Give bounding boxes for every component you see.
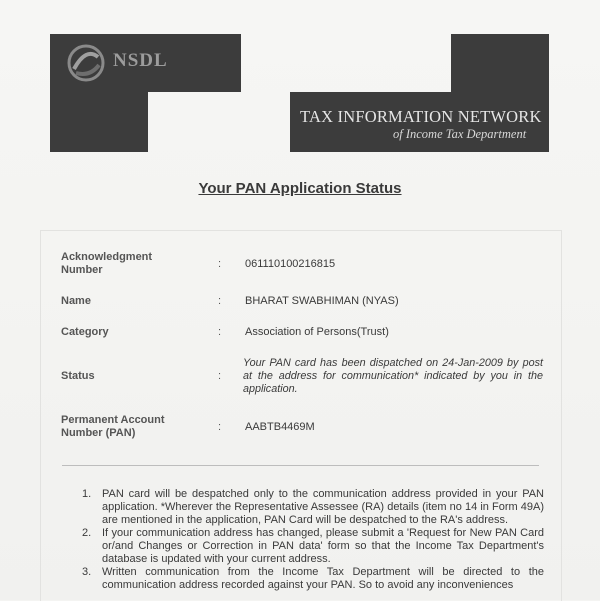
nsdl-logo-block-lower (50, 92, 148, 152)
acknowledgment-label-line1: Acknowledgment (61, 251, 153, 263)
acknowledgment-value: 061110100216815 (245, 258, 336, 270)
pan-value: AABTB4469M (245, 421, 315, 433)
status-value: Your PAN card has been dispatched on 24-Jan-2009 by post at the address for communication* indicated by you in the application. (243, 357, 543, 395)
status-separator: : (218, 370, 222, 382)
note-text: PAN card will be despatched only to the communication address provided in your PAN application. *Wherever the Representative Assessee (RA) details (item no 14 in Form 49A) are mentioned in the application, PAN Card will be despatched to the RA's address. (102, 488, 544, 526)
divider (62, 465, 539, 466)
nsdl-logo-text: NSDL (113, 50, 168, 71)
name-label: Name (61, 295, 91, 307)
page-title (0, 180, 600, 197)
tin-logo-block-upper (451, 34, 549, 92)
category-separator: : (218, 326, 222, 338)
pan-separator: : (218, 421, 222, 433)
note-item (60, 527, 544, 566)
note-number: 1. (82, 488, 92, 500)
name-value: BHARAT SWABHIMAN (NYAS) (245, 295, 399, 307)
note-text: If your communication address has changed, please submit a 'Request for New PAN Card or/and Changes or Correction in PAN data' form so that the Income Tax Department's database is updated with your current address. (102, 527, 544, 565)
note-text: Written communication from the Income Tax Department will be directed to the communication address recorded against your PAN. So to avoid any inconveniences (102, 566, 544, 591)
notes-list (60, 488, 544, 592)
acknowledgment-label-line2: Number (61, 264, 103, 276)
note-number: 3. (82, 566, 92, 578)
pan-label (61, 414, 165, 440)
category-value: Association of Persons(Trust) (245, 326, 389, 338)
note-number: 2. (82, 527, 92, 539)
pan-label-line1: Permanent Account (61, 414, 165, 426)
tin-logo-title: TAX INFORMATION NETWORK (300, 107, 542, 126)
nsdl-emblem-icon (66, 43, 106, 83)
page-title-text: Your PAN Application Status (198, 180, 402, 197)
note-item (60, 566, 544, 592)
acknowledgment-label (61, 251, 152, 277)
status-label: Status (61, 370, 95, 382)
name-separator: : (218, 295, 222, 307)
acknowledgment-separator: : (218, 258, 222, 270)
tin-logo-subtitle: of Income Tax Department (393, 127, 527, 141)
category-label: Category (61, 326, 109, 338)
note-item (60, 488, 544, 527)
pan-label-line2: Number (PAN) (61, 427, 136, 439)
